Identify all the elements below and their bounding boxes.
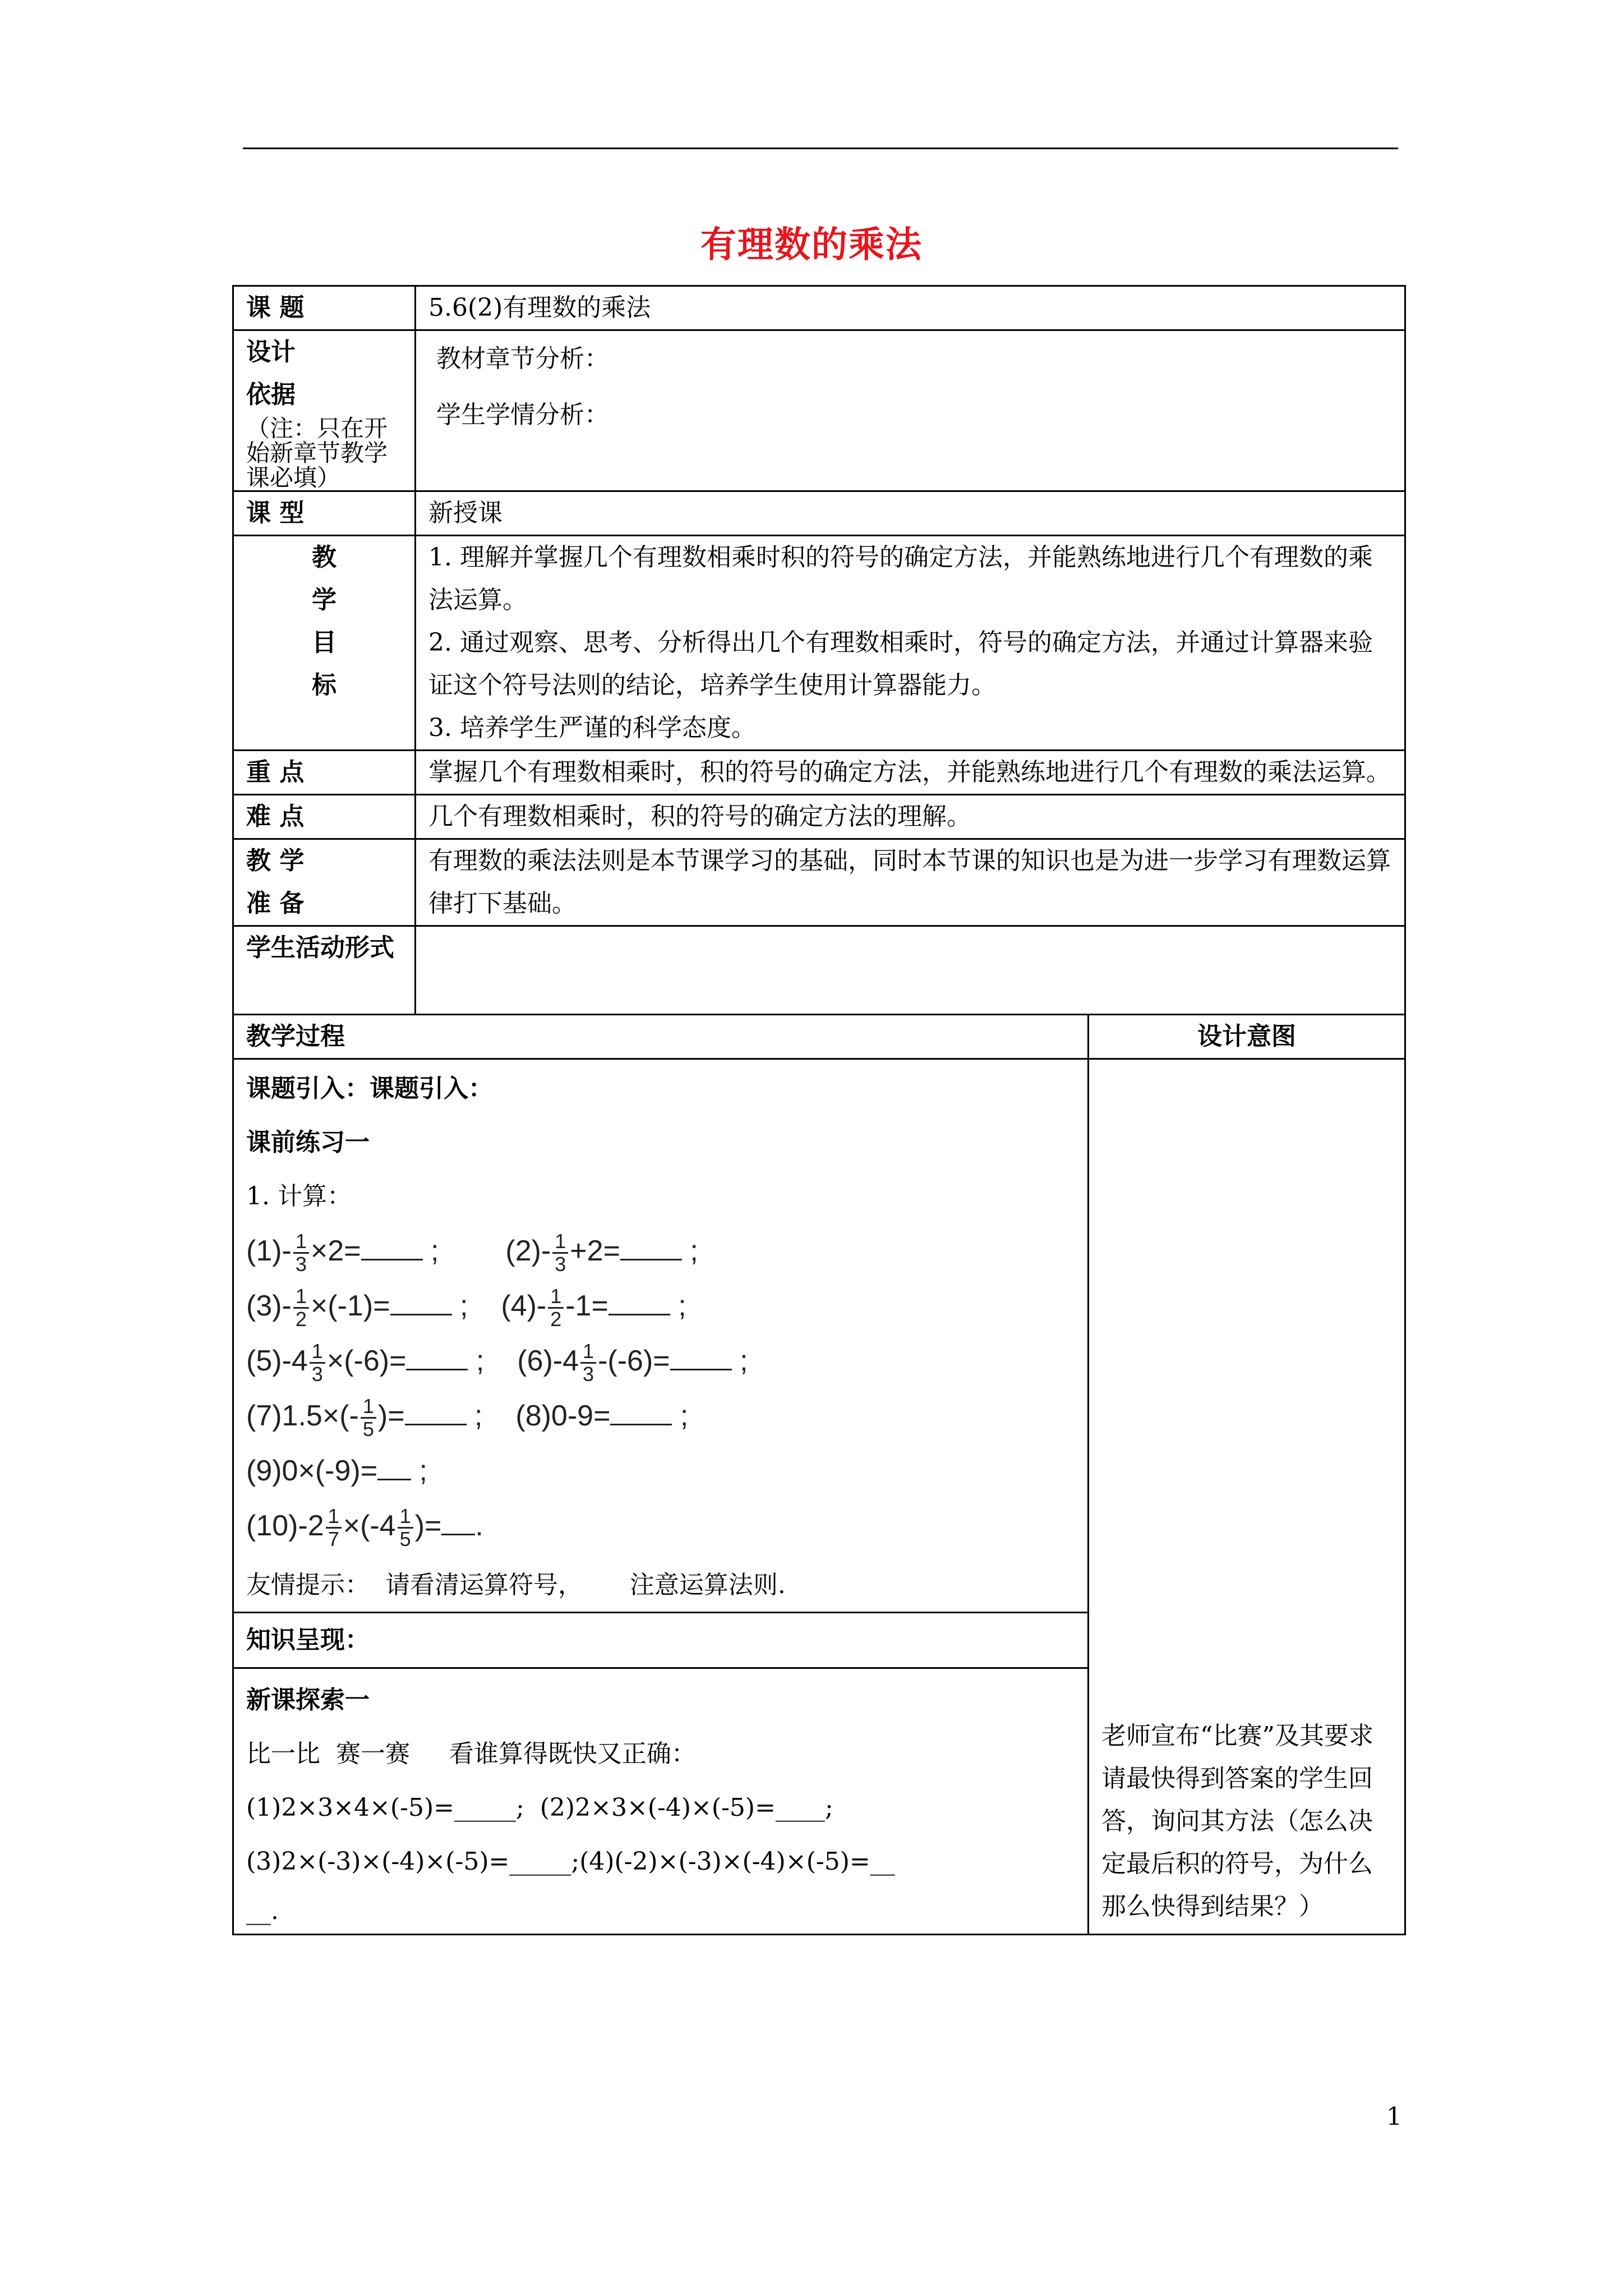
answer-blank[interactable] [406, 1346, 468, 1370]
cell-explore [233, 1668, 1089, 1935]
exercise-9: (9)0×(-9)= ; [246, 1455, 427, 1487]
answer-blank[interactable] [405, 1401, 467, 1425]
value-difficulty: 几个有理数相乘时，积的符号的确定方法的理解。 [416, 795, 1405, 839]
value-student-activity [416, 926, 1405, 1015]
exercise-row [246, 1388, 1075, 1443]
exercise-6: (6)-4 $\frac{1}{3}$ -(-6)= ; [517, 1339, 748, 1386]
header-rule [243, 148, 1398, 149]
page-number: 1 [1386, 2102, 1402, 2131]
row-goals [233, 536, 1405, 751]
value-key-point: 掌握几个有理数相乘时，积的符号的确定方法，并能熟练地进行几个有理数的乘法运算。 [416, 751, 1405, 795]
exercise-10: (10)-2 $\frac{1}{7}$ ×(-4 $\frac{1}{5}$ )= . [246, 1504, 483, 1550]
header-design-intent: 设计意图 [1089, 1015, 1405, 1059]
answer-blank[interactable] [361, 1236, 423, 1260]
explore-heading: 新课探索一 [246, 1686, 370, 1714]
label-goals: 教 学 目 标 [233, 536, 416, 751]
answer-blank[interactable] [620, 1236, 682, 1260]
cell-warmup [233, 1059, 1089, 1613]
exercise-2: (2)- $\frac{1}{3}$ +2= ; [505, 1229, 698, 1276]
knowledge-heading: 知识呈现： [233, 1613, 1089, 1668]
row-preparation [233, 839, 1405, 926]
cell-design-intent [1089, 1059, 1405, 1935]
exercise-4: (4)- $\frac{1}{2}$ -1= ; [501, 1284, 686, 1331]
row-difficulty [233, 795, 1405, 839]
exercise-row [246, 1278, 1075, 1333]
label-design-basis: 设计 依据 （注：只在开始新章节教学课必填） [233, 330, 416, 491]
lesson-plan-table [232, 285, 1406, 1935]
student-analysis: 学生学情分析： [436, 401, 609, 429]
exercise-1: (1)- $\frac{1}{3}$ ×2= ; [246, 1229, 439, 1276]
calc-label: 1. 计算： [246, 1182, 352, 1211]
row-key-point [233, 751, 1405, 795]
explore-intro: 比一比 赛一赛 看谁算得既快又正确： [246, 1740, 696, 1768]
warmup-heading: 课前练习一 [246, 1128, 370, 1157]
goal-item: 2. 通过观察、思考、分析得出几个有理数相乘时，符号的确定方法，并通过计算器来验证这个符号法则的结论，培养学生使用计算器能力。 [428, 628, 1373, 700]
exercise-3: (3)- $\frac{1}{2}$ ×(-1)= ; [246, 1284, 468, 1331]
explore-line: __. [246, 1897, 279, 1925]
exercise-row [246, 1443, 1075, 1498]
answer-blank[interactable] [390, 1291, 452, 1315]
exercise-7: (7)1.5×(- $\frac{1}{5}$ )= ; [246, 1394, 483, 1441]
answer-blank[interactable] [670, 1346, 732, 1370]
exercise-8: (8)0-9= ; [515, 1400, 689, 1432]
intro-heading: 课题引入：课题引入： [246, 1074, 493, 1103]
label-lesson-type: 课 型 [233, 491, 416, 536]
answer-blank[interactable] [610, 1401, 672, 1425]
row-lesson-type [233, 491, 1405, 536]
label-key-point: 重 点 [233, 751, 416, 795]
goal-item: 1. 理解并掌握几个有理数相乘时积的符号的确定方法，并能熟练地进行几个有理数的乘法运算。 [428, 543, 1373, 614]
textbook-analysis: 教材章节分析： [436, 344, 609, 373]
value-preparation: 有理数的乘法法则是本节课学习的基础，同时本节课的知识也是为进一步学习有理数运算律打下基础。 [416, 839, 1405, 926]
answer-blank[interactable] [608, 1291, 670, 1315]
value-goals [416, 536, 1405, 751]
header-teaching-process: 教学过程 [233, 1015, 1089, 1059]
value-design-basis [416, 330, 1405, 491]
row-process-header [233, 1015, 1405, 1059]
label-difficulty: 难 点 [233, 795, 416, 839]
value-lesson-type: 新授课 [416, 491, 1405, 536]
answer-blank[interactable] [377, 1456, 411, 1480]
value-topic: 5.6(2)有理数的乘法 [416, 286, 1405, 330]
document-title: 有理数的乘法 [700, 224, 923, 266]
goal-item: 3. 培养学生严谨的科学态度。 [428, 714, 756, 742]
explore-line: (3)2×(-3)×(-4)×(-5)=_____;(4)(-2)×(-3)×(-4)×(-5)=__ [246, 1847, 895, 1876]
friendly-tip: 友情提示： 请看清运算符号， 注意运算法则. [246, 1571, 786, 1599]
exercise-row [246, 1333, 1075, 1388]
design-basis-note: （注：只在开始新章节教学课必填） [246, 415, 388, 491]
exercise-row [246, 1498, 1075, 1553]
design-intent-text: 老师宣布“比赛”及其要求 请最快得到答案的学生回答，询问其方法（怎么决定最后积的符号，为什么那么快得到结果？） [1101, 1722, 1373, 1921]
row-warmup [233, 1059, 1405, 1613]
label-student-activity: 学生活动形式 [233, 926, 416, 1015]
label-preparation: 教 学 准 备 [233, 839, 416, 926]
answer-blank[interactable] [441, 1511, 475, 1535]
row-design-basis [233, 330, 1405, 491]
row-student-activity [233, 926, 1405, 1015]
exercise-5: (5)-4 $\frac{1}{3}$ ×(-6)= ; [246, 1339, 485, 1386]
explore-line: (1)2×3×4×(-5)=_____; (2)2×3×(-4)×(-5)=____; [246, 1793, 833, 1822]
label-topic: 课 题 [233, 286, 416, 330]
row-topic [233, 286, 1405, 330]
exercise-row [246, 1223, 1075, 1278]
